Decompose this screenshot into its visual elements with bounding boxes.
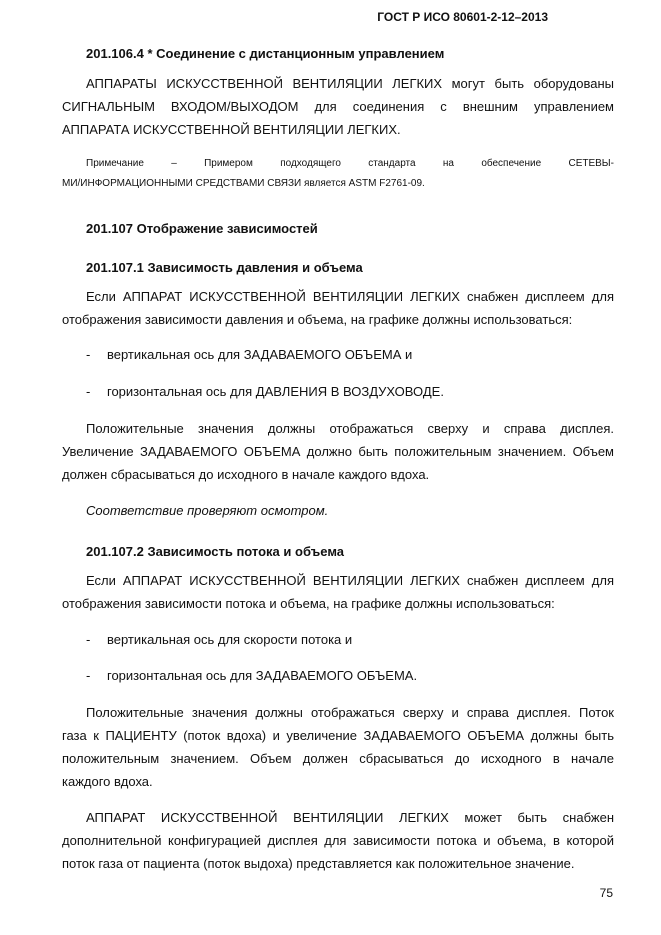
paragraph-line: Если АППАРАТ ИСКУССТВЕННОЙ ВЕНТИЛЯЦИИ ЛЕГКИХ снабжен дисплеем для bbox=[86, 289, 614, 304]
list-item bbox=[86, 629, 352, 651]
paragraph-line: Положительные значения должны отображаться сверху и справа дисплея. Поток bbox=[86, 705, 614, 720]
paragraph-line: Положительные значения должны отображаться сверху и справа дисплея. bbox=[86, 421, 614, 436]
paragraph-line: поток газа от пациента (поток выдоха) представляется как положительное значение. bbox=[62, 856, 575, 871]
section-heading-201-107-1: 201.107.1 Зависимость давления и объема bbox=[86, 260, 363, 275]
paragraph-line: АППАРАТ ИСКУССТВЕННОЙ ВЕНТИЛЯЦИИ ЛЕГКИХ может быть снабжен bbox=[86, 810, 614, 825]
list-item bbox=[86, 344, 412, 366]
paragraph-line: должен сбрасываться до исходного в начале каждого вдоха. bbox=[62, 467, 430, 482]
note-line: Примечание – Примером подходящего стандарта на обеспечение СЕТЕВЫ- bbox=[86, 158, 614, 169]
list-item-text: горизонтальная ось для ЗАДАВАЕМОГО ОБЪЕМА. bbox=[107, 668, 418, 683]
section-heading-201-107: 201.107 Отображение зависимостей bbox=[86, 221, 318, 236]
paragraph-line: отображения зависимости давления и объема, на графике должны использоваться: bbox=[62, 312, 573, 327]
document-header: ГОСТ Р ИСО 80601-2-12–2013 bbox=[377, 10, 548, 24]
paragraph-line: каждого вдоха. bbox=[62, 774, 153, 789]
list-item-text: вертикальная ось для ЗАДАВАЕМОГО ОБЪЕМА и bbox=[107, 347, 413, 362]
section-heading-201-106-4: 201.106.4 * Соединение с дистанционным управлением bbox=[86, 46, 445, 61]
section-heading-201-107-2: 201.107.2 Зависимость потока и объема bbox=[86, 544, 345, 559]
list-item-text: вертикальная ось для скорости потока и bbox=[107, 632, 353, 647]
note-line: МИ/ИНФОРМАЦИОННЫМИ СРЕДСТВАМИ СВЯЗИ является ASTM F2761-09. bbox=[62, 178, 425, 189]
list-dash: - bbox=[86, 632, 91, 647]
paragraph-line: Увеличение ЗАДАВАЕМОГО ОБЪЕМА должно быть положительным значением. Объем bbox=[62, 444, 614, 459]
list-item bbox=[86, 665, 417, 687]
list-dash: - bbox=[86, 347, 91, 362]
paragraph-line: положительным значением. Объем должен сбрасываться до исходного в начале bbox=[62, 751, 614, 766]
paragraph-line: АППАРАТА ИСКУССТВЕННОЙ ВЕНТИЛЯЦИИ ЛЕГКИХ. bbox=[62, 122, 401, 137]
list-dash: - bbox=[86, 384, 91, 399]
list-item bbox=[86, 381, 444, 403]
paragraph-line: отображения зависимости потока и объема, на графике должны использоваться: bbox=[62, 596, 555, 611]
compliance-check: Соответствие проверяют осмотром. bbox=[86, 503, 329, 518]
paragraph-line: дополнительной конфигурацией дисплея для зависимости потока и объема, в которой bbox=[62, 833, 614, 848]
paragraph-line: СИГНАЛЬНЫМ ВХОДОМ/ВЫХОДОМ для соединения с внешним управлением bbox=[62, 99, 614, 114]
paragraph-line: Если АППАРАТ ИСКУССТВЕННОЙ ВЕНТИЛЯЦИИ ЛЕГКИХ снабжен дисплеем для bbox=[86, 573, 614, 588]
page-number: 75 bbox=[599, 886, 613, 900]
list-dash: - bbox=[86, 668, 91, 683]
paragraph-line: газа к ПАЦИЕНТУ (поток вдоха) и увеличение ЗАДАВАЕМОГО ОБЪЕМА должны быть bbox=[62, 728, 614, 743]
paragraph-line: АППАРАТЫ ИСКУССТВЕННОЙ ВЕНТИЛЯЦИИ ЛЕГКИХ могут быть оборудованы bbox=[86, 76, 614, 91]
list-item-text: горизонтальная ось для ДАВЛЕНИЯ В ВОЗДУХОВОДЕ. bbox=[107, 384, 444, 399]
